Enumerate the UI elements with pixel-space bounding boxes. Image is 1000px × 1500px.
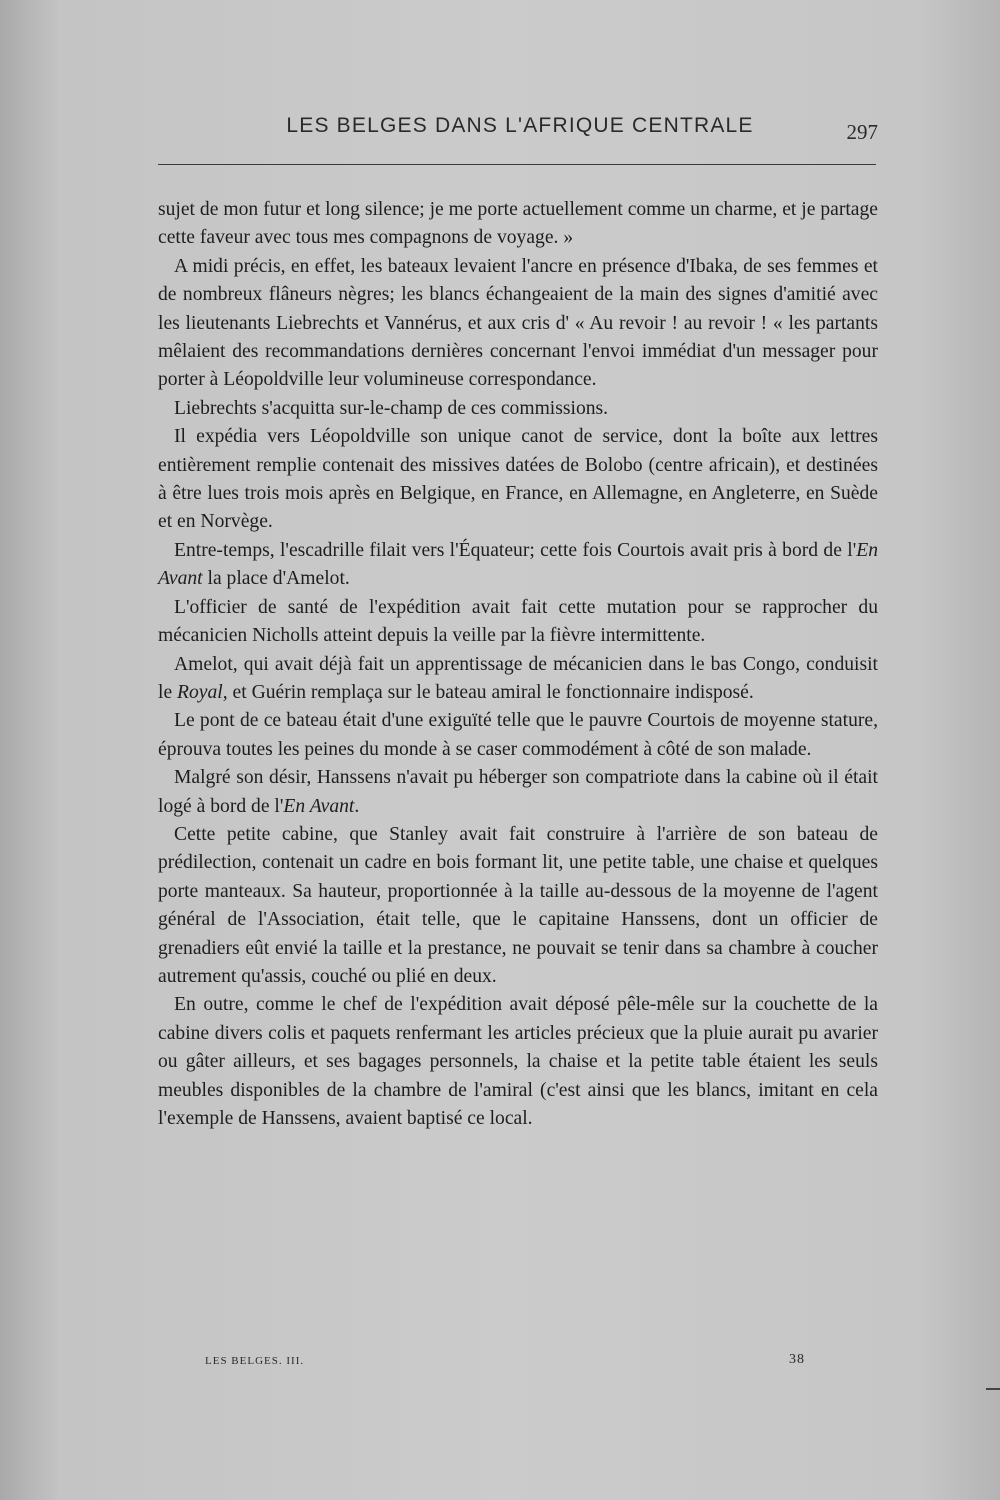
paragraph <box>158 196 878 253</box>
text-run: sujet de mon futur et long silence; je me porte actuellement comme un charme, et je partage cette faveur avec tous mes compagnons de voyage. » <box>158 199 878 249</box>
text-run: Entre-temps, l'escadrille filait vers l'Équateur; cette fois Courtois avait pris à bord de l' <box>174 539 857 561</box>
paragraph <box>158 651 878 708</box>
text-run: Liebrechts s'acquitta sur-le-champ de ces commissions. <box>174 397 609 419</box>
body-text <box>158 196 878 1133</box>
text-run: . <box>354 795 360 817</box>
text-run: la place d'Amelot. <box>202 568 350 590</box>
text-run: Le pont de ce bateau était d'une exiguïté telle que le pauvre Courtois de moyenne stature, éprouva toutes les peines du monde à se caser commodément à côté de son malade. <box>158 710 878 760</box>
paragraph <box>158 395 878 423</box>
paragraph <box>158 423 878 537</box>
text-run: En outre, comme le chef de l'expédition avait déposé pêle-mêle sur la couchette de la cabine divers colis et paquets renfermant les articles précieux que la pluie aurait pu avarier ou gâter ailleurs, et ses bagages personnels, la chaise et la petite table étaient les seuls meubles disponibles de la chambre de l'amiral (c'est ainsi que les blancs, imitant en cela l'exemple de Hanssens, avaient baptisé ce local. <box>158 994 878 1129</box>
ship-name-italic: En Avant <box>283 795 355 817</box>
edge-mark <box>986 1388 1000 1390</box>
signature-number: 38 <box>789 1352 805 1367</box>
text-run: Il expédia vers Léopoldville son unique canot de service, dont la boîte aux lettres entièrement remplie contenait des missives datées de Bolobo (centre africain), et destinées à être lues trois mois après en Belgique, en France, en Allemagne, en Angleterre, en Suède et en Norvège. <box>158 426 878 533</box>
page-header <box>160 114 880 146</box>
text-run: Cette petite cabine, que Stanley avait fait construire à l'arrière de son bateau de prédilection, contenait un cadre en bois formant lit, une petite table, une chaise et quelques porte manteaux. Sa hauteur, proportionnée à la taille au-dessous de la moyenne de l'agent général de l'Association, était telle, que le capitaine Hanssens, dont un officier de grenadiers eût envié la taille et la prestance, ne pouvait se tenir dans sa chambre à coucher autrement qu'assis, couché ou plié en deux. <box>158 823 878 987</box>
text-run: Malgré son désir, Hanssens n'avait pu héberger son compatriote dans la cabine où il était logé à bord de l' <box>158 767 878 817</box>
paragraph <box>158 537 878 594</box>
paragraph <box>158 821 878 991</box>
signature-mark: LES BELGES. III. <box>205 1355 305 1367</box>
header-rule <box>158 164 876 165</box>
text-run: A midi précis, en effet, les bateaux levaient l'ancre en présence d'Ibaka, de ses femmes et de nombreux flâneurs nègres; les blancs échangeaient de la main des signes d'amitié avec les lieutenants Liebrechts et Vannérus, et aux cris d' « Au revoir ! au revoir ! « les partants mêlaient des recommandations dernières concernant l'envoi immédiat d'un messager pour porter à Léopoldville leur volumineuse correspondance. <box>158 255 878 391</box>
paragraph <box>158 991 878 1133</box>
paragraph <box>158 707 878 764</box>
paragraph <box>158 594 878 651</box>
page-number: 297 <box>846 120 878 144</box>
paragraph <box>158 253 878 395</box>
text-run: L'officier de santé de l'expédition avait fait cette mutation pour se rapprocher du mécanicien Nicholls atteint depuis la veille par la fièvre intermittente. <box>158 596 878 647</box>
text-run: Amelot, qui avait déjà fait un apprentissage de mécanicien dans le bas Congo, conduisit le <box>158 653 878 703</box>
running-title: LES BELGES DANS L'AFRIQUE CENTRALE <box>286 114 754 137</box>
ship-name-italic: Royal <box>177 681 223 703</box>
ship-name-italic: En Avant <box>158 539 878 590</box>
text-run: , et Guérin remplaça sur le bateau amiral le fonctionnaire indisposé. <box>222 681 754 703</box>
page-footer <box>205 1352 805 1375</box>
paragraph <box>158 764 878 821</box>
